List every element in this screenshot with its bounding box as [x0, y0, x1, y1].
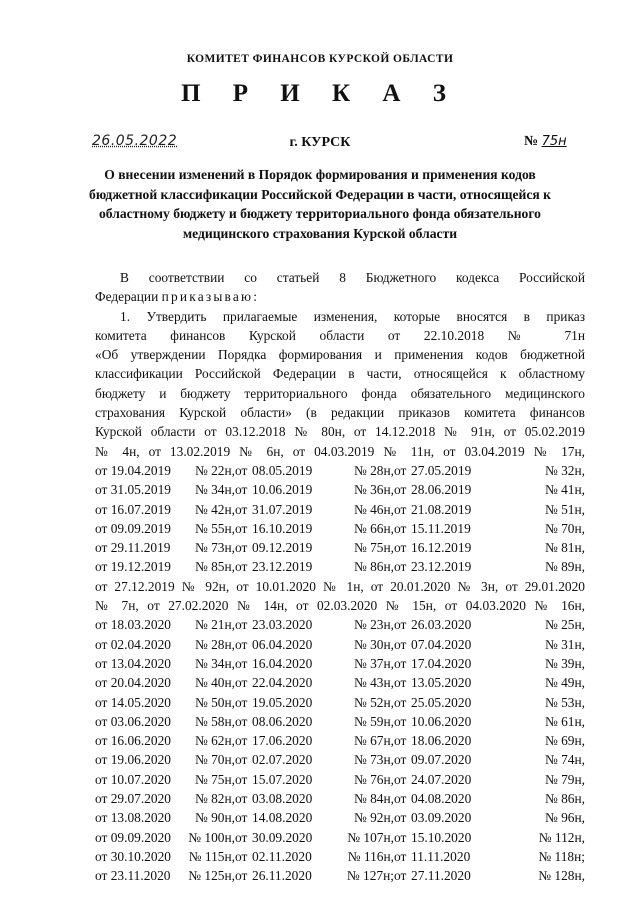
body-line: № 4н, от 13.02.2019 № 6н, от 04.03.2019 № 11н, от 03.04.2019 № 17н, [95, 443, 585, 459]
row-cell: № 75н, [194, 771, 235, 787]
row-cell: 19.05.2020 [252, 694, 313, 710]
row-cell: от [235, 694, 248, 710]
row-cell: от 02.04.2020 [95, 636, 171, 652]
row-cell: № 40н, [194, 675, 235, 691]
row-cell: № 90н, [194, 810, 235, 826]
preamble-line: В соответствии со статьей 8 Бюджетного кодекса Российской [120, 270, 585, 285]
row-cell: 23.03.2020 [252, 617, 313, 633]
row-cell: 04.08.2020 [411, 791, 472, 807]
row-cell: 24.07.2020 [411, 771, 472, 787]
row-cell: от 29.11.2019 [95, 540, 171, 556]
row-cell: № 31н, [544, 636, 585, 652]
row-cell: от 16.07.2019 [95, 501, 171, 517]
row-cell: 22.04.2020 [252, 675, 313, 691]
row-cell: 26.03.2020 [411, 617, 472, 633]
row-cell: № 28н, [194, 636, 235, 652]
row-cell: № 55н, [194, 520, 235, 536]
row-cell: от 16.06.2020 [95, 733, 171, 749]
row-cell: № 59н, [353, 713, 394, 729]
row-cell: от 31.05.2019 [95, 482, 171, 498]
row-cell: № 46н, [353, 501, 394, 517]
row-cell: № 100н, [188, 829, 235, 845]
row-cell: от [235, 520, 248, 536]
row-cell: от 18.03.2020 [95, 617, 171, 633]
row-cell: 15.10.2020 [411, 829, 472, 845]
row-cell: № 75н, [353, 540, 394, 556]
row-cell: 06.04.2020 [252, 636, 313, 652]
order-list-row [95, 847, 585, 866]
row-cell: от [394, 636, 407, 652]
row-cell: от [394, 848, 407, 864]
row-cell: № 85н, [194, 559, 235, 575]
row-cell: № 116н, [347, 848, 394, 864]
row-cell: от 29.07.2020 [95, 791, 171, 807]
row-cell: № 28н, [353, 462, 394, 478]
handwritten-number: 75н [541, 134, 567, 149]
row-cell: от [394, 829, 407, 845]
body-line: Курской области от 03.12.2018 № 80н, от 14.12.2018 № 91н, от 05.02.2019 [95, 424, 585, 440]
row-cell: № 81н, [544, 540, 585, 556]
body-line: бюджету и бюджету территориального фонда обязательного медицинского [95, 385, 585, 401]
row-cell: от 30.10.2020 [95, 848, 171, 864]
row-cell: 16.10.2019 [252, 520, 313, 536]
row-cell: 21.08.2019 [411, 501, 472, 517]
city: г. КУРСК [289, 135, 351, 150]
order-list-row [95, 731, 585, 750]
row-cell: от [394, 733, 407, 749]
row-cell: № 32н, [544, 462, 585, 478]
order-list-row [95, 557, 585, 576]
row-cell: 26.11.2020 [252, 868, 312, 884]
row-cell: 15.11.2019 [411, 520, 471, 536]
row-cell: № 25н, [544, 617, 585, 633]
body-line: от 27.12.2019 № 92н, от 10.01.2020 № 1н, от 20.01.2020 № 3н, от 29.01.2020 [95, 578, 585, 594]
row-cell: от [235, 655, 248, 671]
row-cell: № 67н, [353, 733, 394, 749]
row-cell: № 73н, [353, 752, 394, 768]
row-cell: от [394, 462, 407, 478]
row-cell: № 76н, [353, 771, 394, 787]
row-cell: № 70н, [544, 520, 585, 536]
row-cell: № 96н, [544, 810, 585, 826]
row-cell: 08.05.2019 [252, 462, 313, 478]
row-cell: 27.05.2019 [411, 462, 472, 478]
body-line: № 7н, от 27.02.2020 № 14н, от 02.03.2020 № 15н, от 04.03.2020 № 16н, [95, 598, 585, 614]
row-cell: 30.09.2020 [252, 829, 313, 845]
row-cell: от [394, 675, 407, 691]
row-cell: 15.07.2020 [252, 771, 313, 787]
order-list-row [95, 693, 585, 712]
row-cell: № 39н, [544, 655, 585, 671]
order-list-row [95, 538, 585, 557]
body-line: «Об утверждении Порядка формирования и применения кодов бюджетной [95, 347, 585, 363]
row-cell: от 03.06.2020 [95, 713, 171, 729]
row-cell: от [394, 655, 407, 671]
order-list-row [95, 673, 585, 692]
row-cell: от 10.07.2020 [95, 771, 171, 787]
body-line: классификации Российской Федерации в части, относящейся к областному [95, 366, 585, 382]
row-cell: от 23.11.2020 [95, 868, 171, 884]
row-cell: № 69н, [544, 733, 585, 749]
row-cell: 02.07.2020 [252, 752, 313, 768]
row-cell: № 42н, [194, 501, 235, 517]
row-cell: 23.12.2019 [411, 559, 472, 575]
row-cell: 02.11.2020 [252, 848, 312, 864]
row-cell: от [394, 520, 407, 536]
row-cell: от [394, 752, 407, 768]
row-cell: от [235, 559, 248, 575]
row-cell: от [235, 810, 248, 826]
document-title: О внесении изменений в Порядок формирования и применения кодов бюджетной классификации Российской Федерации в части, относящейся к областному бюджету и бюджету территориального фонда обязательного медицинского страхования Курской области [89, 167, 551, 241]
row-cell: № 23н, [353, 617, 394, 633]
order-list-row [95, 866, 585, 885]
row-cell: № 34н, [194, 482, 235, 498]
row-cell: 11.11.2020 [411, 848, 471, 864]
row-cell: от [394, 810, 407, 826]
row-cell: 07.04.2020 [411, 636, 472, 652]
row-cell: от [235, 540, 248, 556]
row-cell: № 115н, [188, 848, 235, 864]
row-cell: № 37н, [353, 655, 394, 671]
body-lines [95, 307, 585, 461]
row-cell: от [235, 713, 248, 729]
row-cell: № 36н, [353, 482, 394, 498]
body-line: 1. Утвердить прилагаемые изменения, которые вносятся в приказ [120, 308, 585, 324]
order-list-row [95, 750, 585, 769]
row-cell: № 43н, [353, 675, 394, 691]
body-lines [95, 577, 585, 616]
row-cell: 25.05.2020 [411, 694, 472, 710]
row-cell: от [235, 752, 248, 768]
row-cell: № 30н, [353, 636, 394, 652]
order-list-row [95, 712, 585, 731]
row-cell: от [394, 791, 407, 807]
row-cell: от [235, 829, 248, 845]
date-number-line [0, 133, 640, 155]
row-cell: 03.08.2020 [252, 791, 313, 807]
row-cell: от [235, 617, 248, 633]
preamble-line: Федерации приказываю: [95, 289, 260, 305]
row-cell: от [235, 868, 248, 884]
row-cell: № 62н, [194, 733, 235, 749]
row-cell: № 21н, [194, 617, 235, 633]
order-list-row [95, 808, 585, 827]
row-cell: от [394, 771, 407, 787]
order-list-row [95, 770, 585, 789]
row-cell: от [235, 501, 248, 517]
row-cell: № 22н, [194, 462, 235, 478]
order-list-row [95, 480, 585, 499]
row-cell: от 13.08.2020 [95, 810, 171, 826]
row-cell: от [235, 462, 248, 478]
row-cell: № 86н, [544, 791, 585, 807]
order-list-row [95, 500, 585, 519]
row-cell: № 107н, [347, 829, 394, 845]
row-cell: 09.12.2019 [252, 540, 313, 556]
row-cell: от [394, 713, 407, 729]
row-cell: № 70н, [194, 752, 235, 768]
order-list-rows [95, 615, 585, 885]
row-cell: 17.06.2020 [252, 733, 313, 749]
row-cell: от [394, 694, 407, 710]
row-cell: № 128н, [538, 868, 585, 884]
row-cell: 28.06.2019 [411, 482, 472, 498]
order-list-row [95, 789, 585, 808]
row-cell: № 53н, [544, 694, 585, 710]
row-cell: от 19.06.2020 [95, 752, 171, 768]
row-cell: № 52н, [353, 694, 394, 710]
row-cell: от [235, 791, 248, 807]
order-number [524, 134, 567, 150]
row-cell: от [394, 617, 407, 633]
row-cell: от [235, 675, 248, 691]
row-cell: от 20.04.2020 [95, 675, 171, 691]
row-cell: № 51н, [544, 501, 585, 517]
row-cell: № 82н, [194, 791, 235, 807]
row-cell: 18.06.2020 [411, 733, 472, 749]
document-type: П Р И К А З [181, 80, 459, 107]
row-cell: 23.12.2019 [252, 559, 313, 575]
row-cell: от [235, 482, 248, 498]
row-cell: от [235, 771, 248, 787]
row-cell: от [235, 848, 248, 864]
row-cell: от 19.04.2019 [95, 462, 171, 478]
document-body [95, 268, 585, 886]
row-cell: 16.12.2019 [411, 540, 472, 556]
row-cell: от [394, 540, 407, 556]
row-cell: 08.06.2020 [252, 713, 313, 729]
row-cell: от [394, 482, 407, 498]
row-cell: № 58н, [194, 713, 235, 729]
row-cell: 17.04.2020 [411, 655, 472, 671]
row-cell: № 112н, [538, 829, 585, 845]
row-cell: от 13.04.2020 [95, 655, 171, 671]
row-cell: 03.09.2020 [411, 810, 472, 826]
row-cell: № 92н, [353, 810, 394, 826]
row-cell: № 84н, [353, 791, 394, 807]
row-cell: 13.05.2020 [411, 675, 472, 691]
row-cell: № 74н, [544, 752, 585, 768]
handwritten-date: 26.05.2022 [92, 133, 178, 149]
decree-word: приказываю: [161, 289, 260, 305]
body-line: страхования Курской области» (в редакции приказов комитета финансов [95, 405, 585, 421]
row-cell: 09.07.2020 [411, 752, 472, 768]
row-cell: от 09.09.2020 [95, 829, 171, 845]
row-cell: № 50н, [194, 694, 235, 710]
row-cell: 27.11.2020 [411, 868, 471, 884]
row-cell: № 86н, [353, 559, 394, 575]
row-cell: № 127н; [346, 868, 394, 884]
row-cell: 31.07.2019 [252, 501, 313, 517]
row-cell: № 73н, [194, 540, 235, 556]
order-list-row [95, 828, 585, 847]
row-cell: № 125н, [188, 868, 235, 884]
row-cell: от [235, 733, 248, 749]
row-cell: от [394, 501, 407, 517]
row-cell: № 66н, [353, 520, 394, 536]
row-cell: от [235, 636, 248, 652]
row-cell: от [394, 868, 407, 884]
row-cell: от 09.09.2019 [95, 520, 171, 536]
row-cell: № 89н, [544, 559, 585, 575]
body-line: комитета финансов Курской области от 22.10.2018 № 71н [95, 327, 585, 343]
order-list-row [95, 461, 585, 480]
order-list-row [95, 615, 585, 634]
row-cell: № 41н, [544, 482, 585, 498]
row-cell: № 61н, [544, 713, 585, 729]
row-cell: № 118н; [538, 848, 585, 864]
row-cell: 10.06.2019 [252, 482, 313, 498]
row-cell: № 34н, [194, 655, 235, 671]
row-cell: 10.06.2020 [411, 713, 472, 729]
number-sign: № [524, 134, 539, 149]
row-cell: от [394, 559, 407, 575]
row-cell: 14.08.2020 [252, 810, 313, 826]
committee-name: КОМИТЕТ ФИНАНСОВ КУРСКОЙ ОБЛАСТИ [186, 53, 454, 65]
row-cell: № 49н, [544, 675, 585, 691]
row-cell: 16.04.2020 [252, 655, 313, 671]
row-cell: от 19.12.2019 [95, 559, 171, 575]
order-list-rows [95, 461, 585, 577]
order-list-row [95, 654, 585, 673]
row-cell: от 14.05.2020 [95, 694, 171, 710]
order-list-row [95, 635, 585, 654]
row-cell: № 79н, [544, 771, 585, 787]
order-list-row [95, 519, 585, 538]
